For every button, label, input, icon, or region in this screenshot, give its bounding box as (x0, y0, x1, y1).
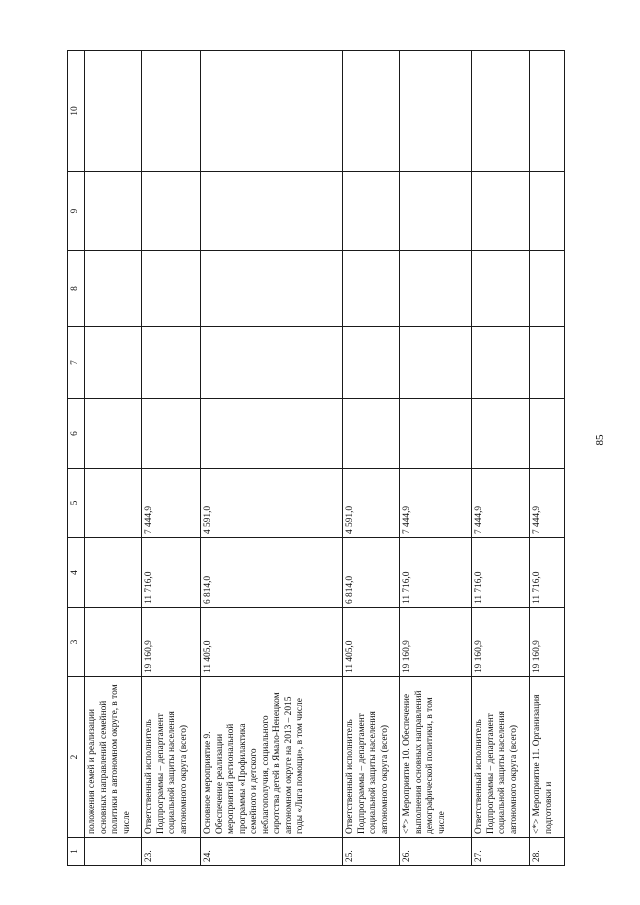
col-header: 7 (68, 327, 85, 399)
row-number: 24. (201, 838, 343, 866)
cell-empty (85, 172, 142, 251)
cell-col4 (85, 538, 142, 608)
col-header: 4 (68, 538, 85, 608)
cell-empty (530, 51, 565, 172)
rotated-table-wrapper (67, 51, 562, 866)
table-row (201, 51, 343, 866)
cell-empty (343, 172, 400, 251)
budget-table (67, 50, 565, 866)
col-header: 10 (68, 51, 85, 172)
table-row (85, 51, 142, 866)
cell-col5 (85, 469, 142, 538)
cell-empty (85, 51, 142, 172)
cell-empty (472, 399, 530, 469)
cell-empty (400, 51, 472, 172)
col-header: 8 (68, 251, 85, 327)
cell-col5: 4 591,0 (343, 469, 400, 538)
col-header: 3 (68, 608, 85, 677)
cell-col5: 7 444,9 (530, 469, 565, 538)
cell-empty (343, 251, 400, 327)
row-number: 28. (530, 838, 565, 866)
col-header: 1 (68, 838, 85, 866)
cell-total: 19 160,9 (530, 608, 565, 677)
row-description: <*> Мероприятие 10. Обеспечение выполнения основных направлений демографической политики, в том числе (400, 677, 472, 838)
cell-empty (472, 172, 530, 251)
cell-col5: 7 444,9 (142, 469, 201, 538)
header-row (68, 51, 85, 866)
col-header: 9 (68, 172, 85, 251)
cell-empty (142, 172, 201, 251)
cell-col4: 11 716,0 (530, 538, 565, 608)
cell-col4: 6 814,0 (201, 538, 343, 608)
cell-empty (201, 399, 343, 469)
cell-empty (85, 327, 142, 399)
cell-empty (472, 251, 530, 327)
row-number: 25. (343, 838, 400, 866)
cell-total: 11 405,0 (343, 608, 400, 677)
cell-empty (530, 172, 565, 251)
row-description: Ответственный исполнитель Подпрограммы – департамент социальной защиты населения автономного округа (всего) (343, 677, 400, 838)
cell-col4: 11 716,0 (142, 538, 201, 608)
cell-total: 11 405,0 (201, 608, 343, 677)
cell-total (85, 608, 142, 677)
cell-empty (343, 399, 400, 469)
cell-empty (530, 399, 565, 469)
row-description: <*> Мероприятие 11. Организация подготовки и (530, 677, 565, 838)
cell-total: 19 160,9 (472, 608, 530, 677)
cell-col5: 7 444,9 (472, 469, 530, 538)
cell-empty (142, 327, 201, 399)
cell-empty (85, 251, 142, 327)
cell-empty (85, 399, 142, 469)
cell-empty (142, 399, 201, 469)
cell-empty (201, 172, 343, 251)
row-description: Основное мероприятие 9. Обеспечение реализации мероприятий региональной программы «Профилактика семейного и детского неблагополучия, социального сиротства детей в Ямало-Ненецком автономном округе на 2013 – 2015 годы «Лига помощи», в том числе (201, 677, 343, 838)
cell-empty (201, 327, 343, 399)
cell-col4: 6 814,0 (343, 538, 400, 608)
cell-empty (343, 51, 400, 172)
table-row (400, 51, 472, 866)
table-row (530, 51, 565, 866)
table-row (343, 51, 400, 866)
cell-empty (400, 251, 472, 327)
cell-empty (400, 327, 472, 399)
cell-empty (142, 51, 201, 172)
page-number: 85 (594, 434, 606, 446)
row-description: положения семей и реализации основных направлений семейной политики в автономном округе, в том числе (85, 677, 142, 838)
table-row (142, 51, 201, 866)
cell-empty (472, 327, 530, 399)
cell-empty (201, 51, 343, 172)
row-number: 27. (472, 838, 530, 866)
col-header: 5 (68, 469, 85, 538)
cell-empty (400, 399, 472, 469)
cell-col4: 11 716,0 (400, 538, 472, 608)
cell-empty (530, 327, 565, 399)
row-description: Ответственный исполнитель Подпрограммы – департамент социальной защиты населения автономного округа (всего) (142, 677, 201, 838)
row-number: 23. (142, 838, 201, 866)
row-description: Ответственный исполнитель Подпрограммы – департамент социальной защиты населения автономного округа (всего) (472, 677, 530, 838)
cell-col5: 7 444,9 (400, 469, 472, 538)
cell-col4: 11 716,0 (472, 538, 530, 608)
cell-total: 19 160,9 (142, 608, 201, 677)
cell-empty (472, 51, 530, 172)
table-row (472, 51, 530, 866)
cell-empty (400, 172, 472, 251)
cell-total: 19 160,9 (400, 608, 472, 677)
cell-empty (343, 327, 400, 399)
row-number (85, 838, 142, 866)
cell-empty (201, 251, 343, 327)
cell-col5: 4 591,0 (201, 469, 343, 538)
col-header: 6 (68, 399, 85, 469)
row-number: 26. (400, 838, 472, 866)
cell-empty (142, 251, 201, 327)
cell-empty (530, 251, 565, 327)
col-header: 2 (68, 677, 85, 838)
